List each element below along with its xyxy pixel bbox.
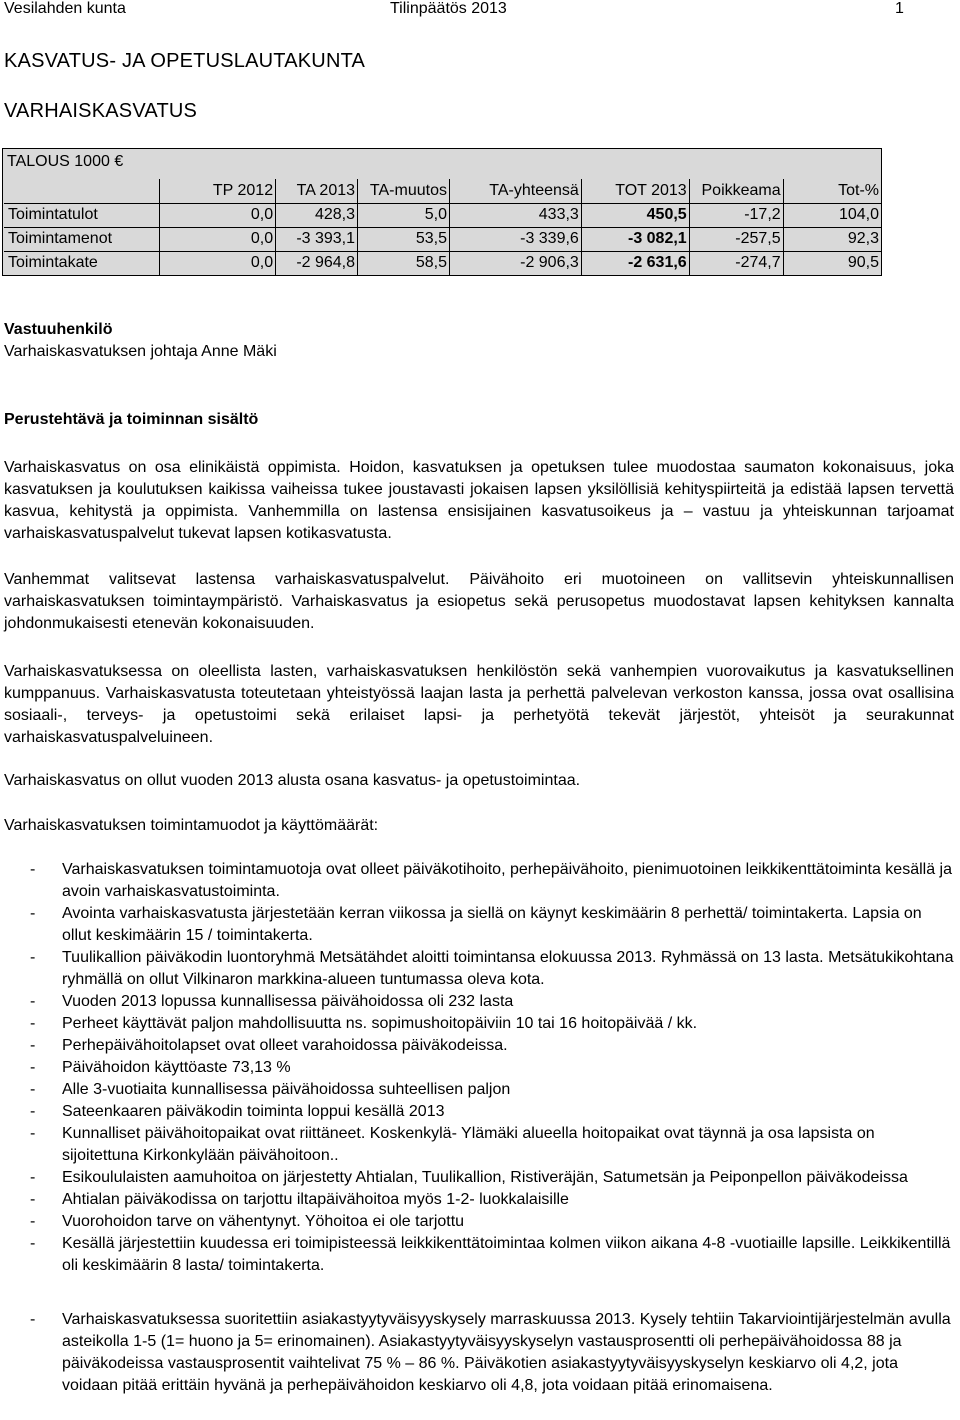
- unit-title: VARHAISKASVATUS: [4, 100, 198, 122]
- list-item: - Vuorohoidon tarve on vähentynyt. Yöhoitoa ei ole tarjottu: [4, 1211, 954, 1233]
- bullet-dash: -: [30, 1015, 36, 1032]
- bullet-dash: -: [30, 905, 36, 922]
- bullet-dash: -: [30, 861, 36, 878]
- table-cell: -2 906,3: [449, 251, 581, 275]
- list-item: - Perhepäivähoitolapset ovat olleet varahoidossa päiväkodeissa.: [4, 1035, 954, 1057]
- row-label: Toimintamenot: [4, 227, 160, 251]
- table-cell: 92,3: [783, 227, 881, 251]
- list-item: - Perheet käyttävät paljon mahdollisuutta ns. sopimushoitopäiviin 10 tai 16 hoitopäivää / kk.: [4, 1013, 954, 1035]
- column-header: Tot-%: [838, 181, 879, 199]
- table-cell: -2 964,8: [276, 251, 358, 275]
- basics-heading: Perustehtävä ja toiminnan sisältö: [4, 411, 259, 428]
- list-item: - Ahtialan päiväkodissa on tarjottu iltapäivähoitoa myös 1-2- luokkalaisille: [4, 1189, 954, 1211]
- table-row: [4, 227, 881, 251]
- row-label: Toimintatulot: [4, 203, 160, 227]
- list-item: - Päivähoidon käyttöaste 73,13 %: [4, 1057, 954, 1079]
- bullet-dash: -: [30, 1037, 36, 1054]
- bullet-dash: -: [30, 1125, 36, 1142]
- bullet-dash: -: [30, 1311, 36, 1328]
- responsible-person: Varhaiskasvatuksen johtaja Anne Mäki: [4, 343, 277, 360]
- list-item: - Alle 3-vuotiaita kunnallisessa päivähoidossa suhteellisen paljon: [4, 1079, 954, 1101]
- table-cell: 450,5: [581, 203, 689, 227]
- table-cell: 428,3: [276, 203, 358, 227]
- list-item: - Kunnalliset päivähoitopaikat ovat riittäneet. Koskenkylä- Ylämäki alueella hoitopaikat ovat täynnä ja osa lapsista on sijoitettuna Kirkonkylään päivähoitoon..: [30, 1125, 875, 1164]
- paragraph: Varhaiskasvatuksen toimintamuodot ja käyttömäärät:: [4, 817, 379, 834]
- bullet-dash: -: [30, 1191, 36, 1208]
- bullet-dash: -: [30, 1213, 36, 1230]
- bullet-dash: -: [30, 1081, 36, 1098]
- list-item: - Avointa varhaiskasvatusta järjestetään kerran viikossa ja siellä on käynyt keskimäärin 8 perhettä/ toimintakerta. Lapsia on ollut keskimäärin 15 / toimintakerta.: [30, 905, 922, 944]
- table-cell: 5,0: [358, 203, 450, 227]
- paragraph: Varhaiskasvatus on ollut vuoden 2013 alusta osana kasvatus- ja opetustoimintaa.: [4, 772, 581, 789]
- column-header: TA-yhteensä: [449, 179, 581, 203]
- bullet-dash: -: [30, 1059, 36, 1076]
- survey-list: [4, 1309, 954, 1397]
- paragraph: Varhaiskasvatus on osa elinikäistä oppimista. Hoidon, kasvatuksen ja opetuksen tulee muodostaa saumaton kokonaisuus, joka kasvatuksen ja koulutuksen kaikissa vaiheissa tukee joustavasti jokaisen lapsen yksilöllisiä kehityspiirteitä ja edistää lapsen tervettä kasvua, kehitystä ja oppimista. Vanhemmilla on lastensa ensisijainen kasvatusoikeus ja – vastuu ja yhteiskunnan tarjoamat varhaiskasvatuspalvelut tukevat lapsen kotikasvatusta.: [4, 459, 954, 542]
- finance-table-box: [2, 148, 882, 276]
- column-header: TOT 2013: [581, 179, 689, 203]
- activity-list: [4, 859, 954, 1277]
- table-cell: -3 082,1: [581, 227, 689, 251]
- list-item: - Varhaiskasvatuksen toimintamuotoja ovat olleet päiväkotihoito, perhepäivähoito, pienimuotoinen leikkikenttätoiminta kesällä ja avoin varhaiskasvatustoiminta.: [30, 861, 952, 900]
- list-item: - Kesällä järjestettiin kuudessa eri toimipisteessä leikkikenttätoimintaa kolmen viikon aikana 4-8 -vuotiaille lapsille. Leikkikentillä oli keskimäärin 8 lasta/ toimintakerta.: [30, 1235, 951, 1274]
- table-row: [4, 203, 881, 227]
- table-cell: 53,5: [358, 227, 450, 251]
- board-title: KASVATUS- JA OPETUSLAUTAKUNTA: [4, 50, 366, 72]
- column-header: Poikkeama: [689, 179, 783, 203]
- bullet-dash: -: [30, 1103, 36, 1120]
- row-label: Toimintakate: [4, 251, 160, 275]
- table-cell: 90,5: [783, 251, 881, 275]
- responsible-heading: Vastuuhenkilö: [4, 321, 113, 338]
- paragraph: Vanhemmat valitsevat lastensa varhaiskasvatuspalvelut. Päivähoito eri muotoineen on vallitsevin yhteiskunnallisen varhaiskasvatuksen toimintaympäristö. Varhaiskasvatus ja esiopetus sekä perusopetus muodostavat lapsen kehityksen kannalta johdonmukaisesti etenevän kokonaisuuden.: [4, 571, 954, 632]
- list-item: - Sateenkaaren päiväkodin toiminta loppui kesällä 2013: [4, 1101, 954, 1123]
- column-header: TA-muutos: [358, 179, 450, 203]
- table-cell: 58,5: [358, 251, 450, 275]
- table-cell: 433,3: [449, 203, 581, 227]
- list-item: - Tuulikallion päiväkodin luontoryhmä Metsätähdet aloitti toimintansa elokuussa 2013. Ryhmässä on 13 lasta. Metsätukikohtana ryhmällä on ollut Vilkinaron markkina-alueen tuntumassa oleva kota.: [30, 949, 954, 988]
- column-header: TP 2012: [160, 179, 276, 203]
- table-cell: -2 631,6: [581, 251, 689, 275]
- paragraph: Varhaiskasvatuksessa on oleellista lasten, varhaiskasvatuksen henkilöstön sekä vanhempien vuorovaikutus ja kasvatuksellinen kumppanuus. Varhaiskasvatusta toteutetaan yhteistyössä laajan lasta ja perhettä palvelevan verkoston kanssa, jossa ovat osallisina sosiaali-, terveys- ja opetustoimi sekä erilaiset lapsi- ja perhetyötä tekevät järjestöt, yhteisöt ja seurakunnat varhaiskasvatuspalveluineen.: [4, 663, 954, 746]
- finance-header-row: [4, 179, 881, 203]
- finance-table: [4, 179, 881, 275]
- table-cell: 0,0: [160, 203, 276, 227]
- table-cell: -3 339,6: [449, 227, 581, 251]
- header-municipality: Vesilahden kunta: [4, 0, 126, 17]
- finance-title: TALOUS 1000 €: [7, 153, 124, 170]
- list-item: - Varhaiskasvatuksessa suoritettiin asiakastyytyväisyyskysely marraskuussa 2013. Kysely tehtiin Takarviointijärjestelmän avulla asteikolla 1-5 (1= huono ja 5= erinomainen). Asiakastyytyväisyyskyselyn vastausprosentti oli perhepäivähoidossa 88 ja päiväkodeissa vastausprosentit vaihtelivat 75 % – 86 %. Päiväkotien asiakastyytyväisyyskyselyn keskiarvo oli 4,2, jota voidaan pitää erittäin hyvänä ja perhepäivähoidon keskiarvo oli 4,8, jota voidaan pitää erinomaisena.: [30, 1311, 951, 1394]
- bullet-dash: -: [30, 1235, 36, 1252]
- table-cell: -257,5: [689, 227, 783, 251]
- table-cell: 0,0: [160, 227, 276, 251]
- bullet-dash: -: [30, 949, 36, 966]
- list-item: - Vuoden 2013 lopussa kunnallisessa päivähoidossa oli 232 lasta: [4, 991, 954, 1013]
- page-number: 1: [895, 0, 904, 17]
- table-cell: -3 393,1: [276, 227, 358, 251]
- table-cell: 0,0: [160, 251, 276, 275]
- bullet-dash: -: [30, 993, 36, 1010]
- table-cell: -17,2: [689, 203, 783, 227]
- bullet-dash: -: [30, 1169, 36, 1186]
- table-cell: 104,0: [783, 203, 881, 227]
- table-row: [4, 251, 881, 275]
- header-document-title: Tilinpäätös 2013: [390, 0, 507, 17]
- column-header: TA 2013: [276, 179, 358, 203]
- column-header: [4, 179, 160, 203]
- table-cell: -274,7: [689, 251, 783, 275]
- list-item: - Esikoululaisten aamuhoitoa on järjestetty Ahtialan, Tuulikallion, Ristiveräjän, Satumetsän ja Peiponpellon päiväkodeissa: [4, 1167, 954, 1189]
